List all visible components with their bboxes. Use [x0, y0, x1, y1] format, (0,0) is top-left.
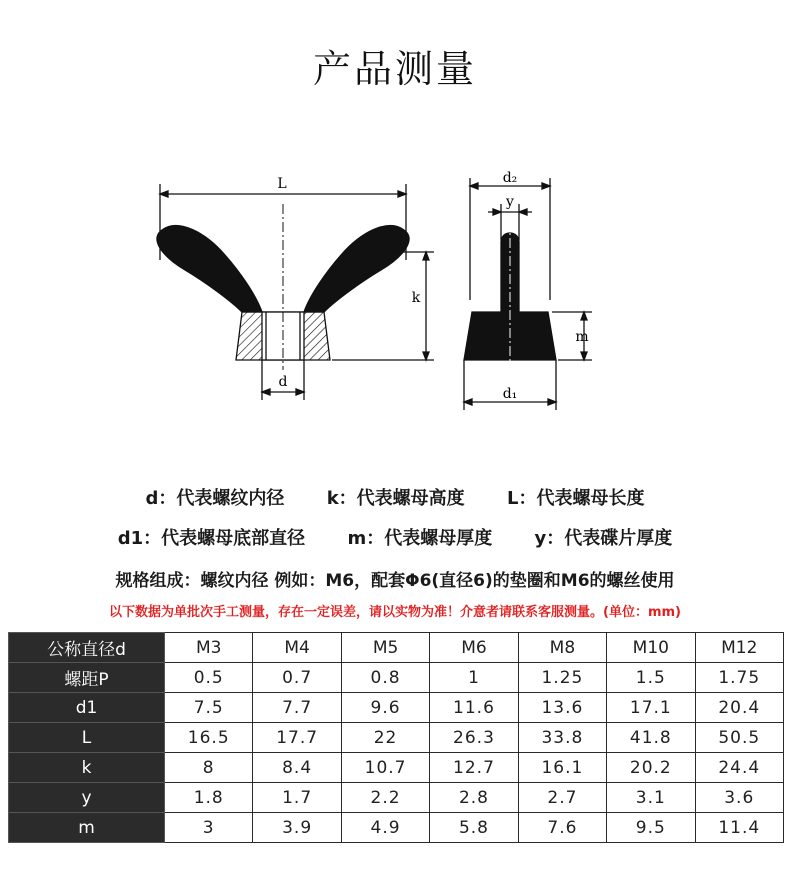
table-cell: 41.8: [607, 723, 695, 753]
dim-label-m: m: [575, 329, 589, 345]
legend-k: k：代表螺母高度: [326, 488, 465, 509]
table-row: [9, 753, 784, 783]
legend-L: L：代表螺母长度: [506, 488, 645, 509]
table-cell: 24.4: [695, 753, 783, 783]
table-row: [9, 783, 784, 813]
table-cell: 3.1: [607, 783, 695, 813]
spec-table: [8, 632, 784, 843]
table-cell: 2.2: [341, 783, 429, 813]
table-cell: 2.8: [430, 783, 518, 813]
table-cell: 17.1: [607, 693, 695, 723]
row-header: m: [9, 813, 165, 843]
table-cell: 26.3: [430, 723, 518, 753]
table-cell: 13.6: [518, 693, 606, 723]
table-cell: 20.4: [695, 693, 783, 723]
table-cell: 9.5: [607, 813, 695, 843]
dim-label-y: y: [506, 194, 514, 210]
table-cell: M8: [518, 633, 606, 663]
table-cell: 20.2: [607, 753, 695, 783]
wing-nut-drawing: [0, 160, 790, 430]
legend-row-1: [0, 484, 790, 510]
table-cell: 4.9: [341, 813, 429, 843]
table-cell: 16.5: [165, 723, 253, 753]
row-header: L: [9, 723, 165, 753]
table-cell: 1.5: [607, 663, 695, 693]
table-cell: 12.7: [430, 753, 518, 783]
dim-label-k: k: [411, 290, 421, 306]
table-cell: 22: [341, 723, 429, 753]
table-cell: 1.75: [695, 663, 783, 693]
table-cell: 5.8: [430, 813, 518, 843]
table-cell: 7.7: [253, 693, 341, 723]
table-cell: M10: [607, 633, 695, 663]
side-view: [464, 178, 592, 410]
dim-label-d: d: [278, 374, 288, 390]
legend-y: y：代表碟片厚度: [534, 528, 673, 549]
table-cell: 0.8: [341, 663, 429, 693]
table-cell: 33.8: [518, 723, 606, 753]
table-cell: 1.7: [253, 783, 341, 813]
row-header: d1: [9, 693, 165, 723]
table-cell: 0.7: [253, 663, 341, 693]
table-cell: 3.6: [695, 783, 783, 813]
table-cell: 17.7: [253, 723, 341, 753]
table-cell: M3: [165, 633, 253, 663]
legend-m: m：代表螺母厚度: [347, 528, 493, 549]
table-cell: 7.6: [518, 813, 606, 843]
table-cell: 3.9: [253, 813, 341, 843]
table-cell: 3: [165, 813, 253, 843]
dim-label-d1: d₁: [502, 386, 518, 402]
table-cell: M5: [341, 633, 429, 663]
table-row: [9, 693, 784, 723]
table-cell: M4: [253, 633, 341, 663]
table-cell: 1.8: [165, 783, 253, 813]
spec-description: 规格组成：螺纹内径 例如：M6，配套Φ6(直径6)的垫圈和M6的螺丝使用: [115, 571, 675, 591]
row-header: 公称直径d: [9, 633, 165, 663]
table-cell: 9.6: [341, 693, 429, 723]
page-title: 产品测量: [312, 47, 477, 91]
table-cell: 1: [430, 663, 518, 693]
table-cell: M6: [430, 633, 518, 663]
table-cell: 0.5: [165, 663, 253, 693]
table-cell: 1.25: [518, 663, 606, 693]
table-cell: 11.6: [430, 693, 518, 723]
row-header: 螺距P: [9, 663, 165, 693]
table-cell: 7.5: [165, 693, 253, 723]
table-cell: 8: [165, 753, 253, 783]
table-cell: 2.7: [518, 783, 606, 813]
legend-row-2: [0, 524, 790, 550]
measurement-note: 以下数据为单批次手工测量，存在一定误差，请以实物为准！介意者请联系客服测量。(单位：mm): [109, 605, 681, 620]
table-cell: M12: [695, 633, 783, 663]
legend-d1: d1：代表螺母底部直径: [117, 528, 306, 549]
dim-label-d2: d₂: [502, 170, 518, 186]
row-header: y: [9, 783, 165, 813]
table-cell: 50.5: [695, 723, 783, 753]
table-cell: 11.4: [695, 813, 783, 843]
row-header: k: [9, 753, 165, 783]
table-row: [9, 633, 784, 663]
table-cell: 8.4: [253, 753, 341, 783]
table-row: [9, 813, 784, 843]
table-row: [9, 663, 784, 693]
table-cell: 16.1: [518, 753, 606, 783]
dim-label-L: L: [277, 176, 287, 192]
legend-d: d：代表螺纹内径: [145, 488, 285, 509]
table-cell: 10.7: [341, 753, 429, 783]
front-view: [157, 184, 434, 400]
table-row: [9, 723, 784, 753]
